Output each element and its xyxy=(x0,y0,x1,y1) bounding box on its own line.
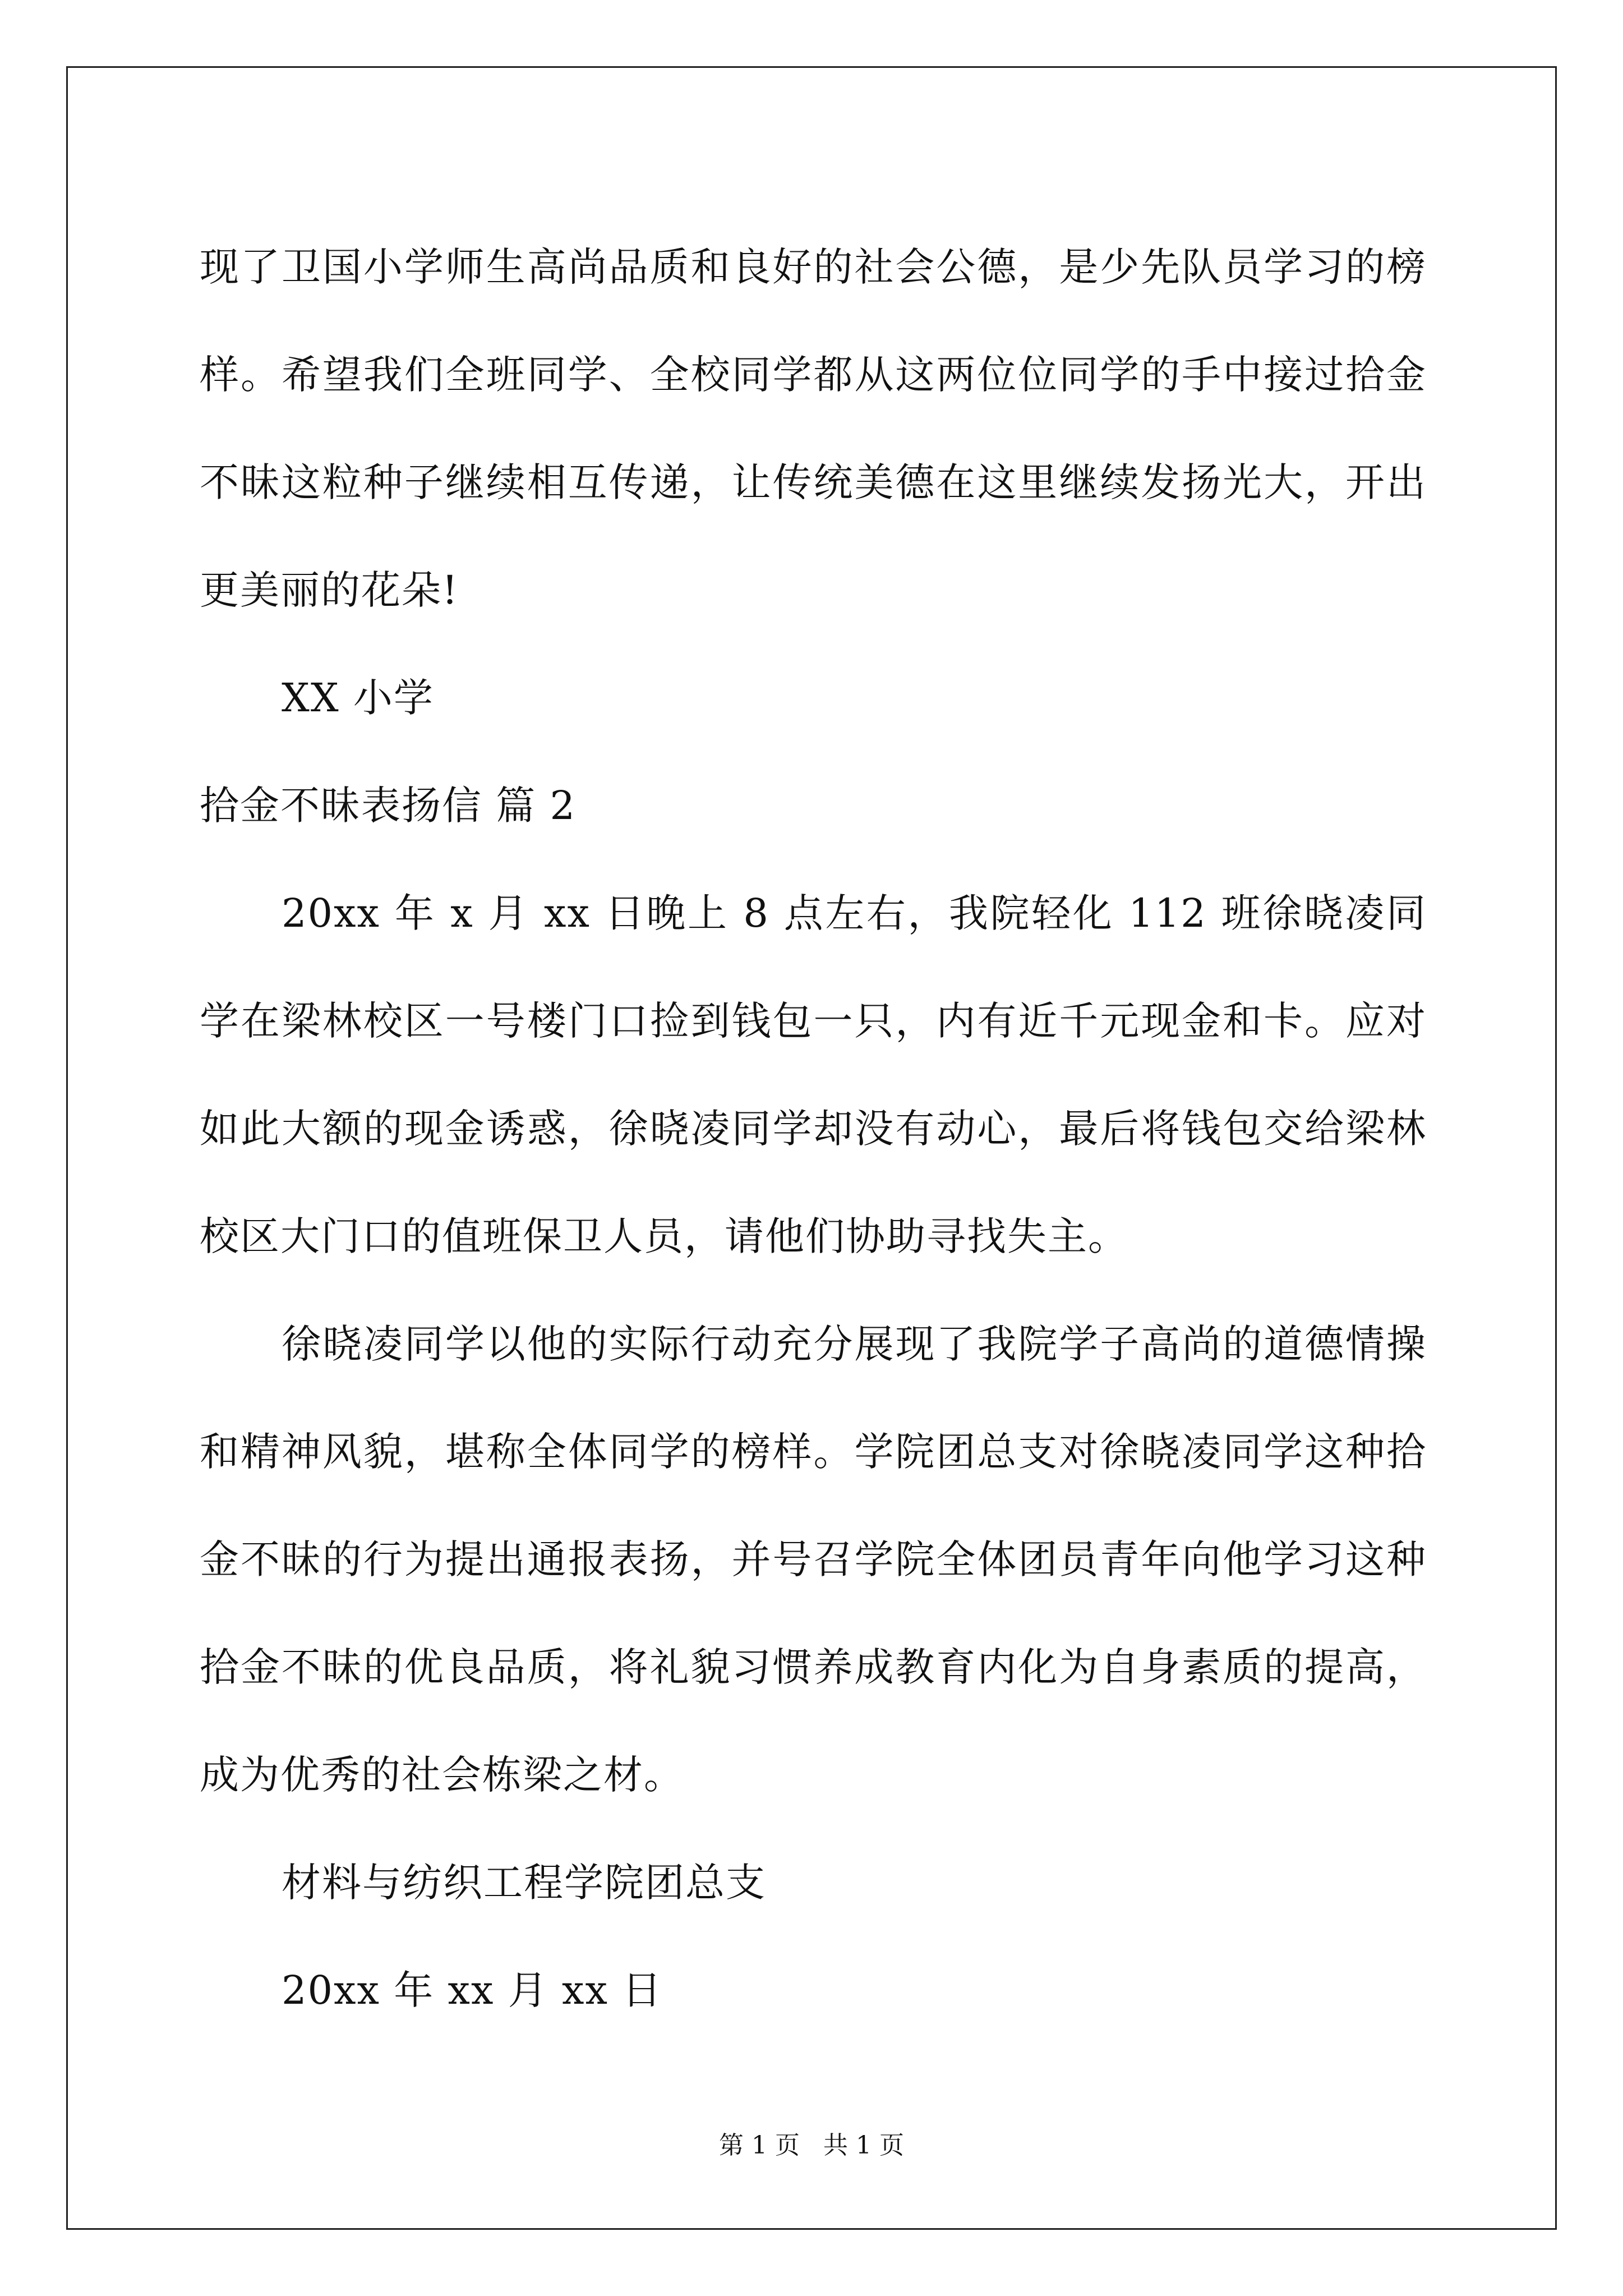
page-number-current: 第 1 页 xyxy=(719,2131,800,2160)
paragraph-continuation: 现了卫国小学师生高尚品质和良好的社会公德，是少先队员学习的榜样。希望我们全班同学、全校同学都从这两位位同学的手中接过拾金不昧这粒种子继续相互传递，让传统美德在这里继续发扬光大，开出更美丽的花朵! xyxy=(200,244,1427,613)
page-footer xyxy=(0,2125,1623,2161)
signature-organization: 材料与纺织工程学院团总支 xyxy=(282,1860,766,1906)
document-body xyxy=(200,213,1427,2044)
paragraph-praise: 徐晓凌同学以他的实际行动充分展现了我院学子高尚的道德情操和精神风貌，堪称全体同学的榜样。学院团总支对徐晓凌同学这种拾金不昧的行为提出通报表扬，并号召学院全体团员青年向他学习这种拾金不昧的优良品质，将礼貌习惯养成教育内化为自身素质的提高，成为优秀的社会栋梁之材。 xyxy=(200,1321,1427,1798)
paragraph-event: 20xx 年 x 月 xx 日晚上 8 点左右，我院轻化 112 班徐晓凌同学在梁林校区一号楼门口捡到钱包一只，内有近千元现金和卡。应对如此大额的现金诱惑，徐晓凌同学却没有动心，最后将钱包交给梁林校区大门口的值班保卫人员，请他们协助寻找失主。 xyxy=(200,890,1427,1259)
page-number-total: 共 1 页 xyxy=(823,2131,904,2160)
section-heading: 拾金不昧表扬信 篇 2 xyxy=(200,783,577,829)
signature-date: 20xx 年 xx 月 xx 日 xyxy=(282,1967,663,2013)
signature-school: XX 小学 xyxy=(282,675,434,721)
